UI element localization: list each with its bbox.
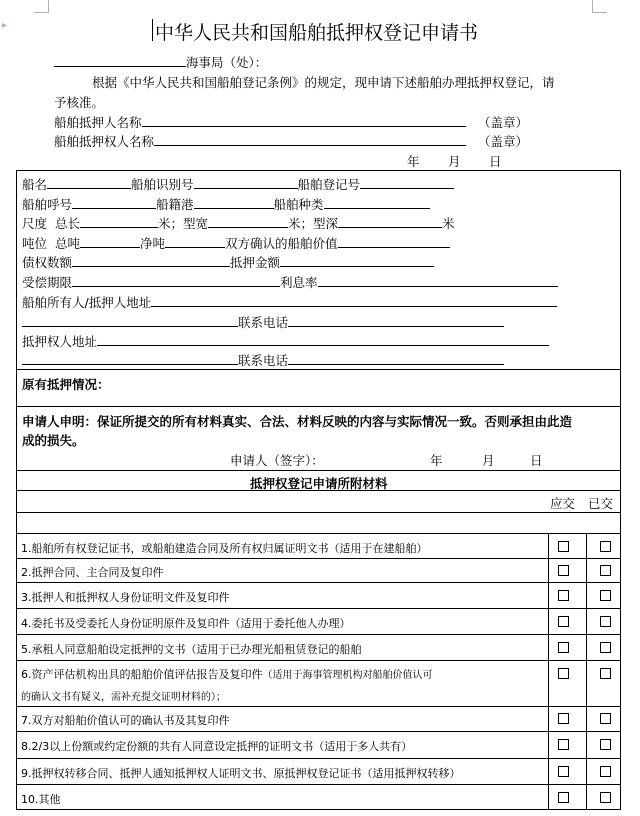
col-divider-done xyxy=(586,533,587,810)
ship-row-period[interactable]: 受偿期限 利息率 xyxy=(22,273,558,291)
left-edge-arrow-icon: ▸ xyxy=(2,20,8,31)
mortgagee-address-row[interactable]: 抵押权人地址 xyxy=(22,332,549,350)
should-submit-checkbox-7[interactable] xyxy=(558,713,569,724)
owner-address-blank[interactable] xyxy=(151,294,557,307)
should-submit-checkbox-10[interactable] xyxy=(558,792,569,803)
mortgagee-seal: （盖章） xyxy=(478,134,529,149)
material-item-3: 3.抵押人和抵押权人身份证明文件及复印件 xyxy=(21,591,230,604)
should-submit-checkbox-9[interactable] xyxy=(558,766,569,777)
existing-mortgage-label[interactable]: 原有抵押情况： xyxy=(22,377,110,392)
row-divider-7 xyxy=(16,731,621,732)
intro-year: 年 xyxy=(407,154,420,169)
debt-blank[interactable] xyxy=(72,254,230,267)
should-submit-checkbox-8[interactable] xyxy=(558,739,569,750)
call-sign-blank[interactable] xyxy=(72,196,156,209)
divider-blank-row-2 xyxy=(16,533,621,534)
ship-reg-blank[interactable] xyxy=(360,176,454,189)
row-divider-3 xyxy=(16,608,621,609)
ship-row-tonnage[interactable]: 吨位 总吨 净吨 双方确认的船舶价值 xyxy=(22,234,450,252)
breadth-blank[interactable] xyxy=(208,215,288,228)
row-divider-5 xyxy=(16,660,621,661)
material-item-6: 6.资产评估机构出具的船舶价值评估报告及复印件（适用于海事管理机构对船舶价值认可 xyxy=(21,668,433,681)
submitted-checkbox-1[interactable] xyxy=(600,541,611,552)
should-submit-checkbox-6[interactable] xyxy=(558,668,569,679)
mortgagor-seal: （盖章） xyxy=(478,115,529,130)
row-divider-6 xyxy=(16,706,621,707)
should-submit-checkbox-5[interactable] xyxy=(558,642,569,653)
material-item-2: 2.抵押合同、主合同及复印件 xyxy=(21,566,164,579)
submitted-checkbox-8[interactable] xyxy=(600,739,611,750)
owner-address-blank-2[interactable] xyxy=(22,314,238,327)
material-item-9: 9.抵押权转移合同、抵押人通知抵押权人证明文书、原抵押权登记证书（适用抵押权转移） xyxy=(21,767,461,780)
col-header-done: 已交 xyxy=(588,496,614,511)
row-divider-2 xyxy=(16,582,621,583)
material-item-10: 10.其他 xyxy=(21,793,61,806)
declaration-day: 日 xyxy=(530,453,543,468)
ship-row-2[interactable]: 船舶呼号 船籍港 船舶种类 xyxy=(22,195,430,213)
submitted-checkbox-10[interactable] xyxy=(600,792,611,803)
mortgagor-name-row[interactable]: 船舶抵押人名称 xyxy=(54,113,466,131)
submitted-checkbox-5[interactable] xyxy=(600,642,611,653)
mortgagee-name-row[interactable]: 船舶抵押权人名称 xyxy=(54,132,466,150)
should-submit-checkbox-2[interactable] xyxy=(558,565,569,576)
mortgagee-phone-row[interactable]: 联系电话 xyxy=(22,351,504,369)
declaration-year: 年 xyxy=(430,453,443,468)
divider-declaration xyxy=(16,406,621,407)
ship-value-blank[interactable] xyxy=(338,235,450,248)
divider-existing xyxy=(16,369,621,370)
credit-period-blank[interactable] xyxy=(72,274,280,287)
material-item-8: 8.2/3以上份额或约定份额的共有人同意设定抵押的证明文书（适用于多人共有） xyxy=(21,740,413,753)
length-blank[interactable] xyxy=(80,215,158,228)
material-item-1: 1.船舶所有权登记证书，或船舶建造合同及所有权归属证明文书（适用于在建船舶） xyxy=(21,542,428,555)
material-item-4: 4.委托书及受委托人身份证明原件及复印件（适用于委托他人办理） xyxy=(21,617,351,630)
mortgagee-address-blank[interactable] xyxy=(97,333,549,346)
ship-id-blank[interactable] xyxy=(194,176,298,189)
mortgage-amount-blank[interactable] xyxy=(280,254,434,267)
row-divider-4 xyxy=(16,634,621,635)
gross-tonnage-blank[interactable] xyxy=(80,235,140,248)
mortgagee-address-blank-2[interactable] xyxy=(22,352,238,365)
submitted-checkbox-6[interactable] xyxy=(600,668,611,679)
submitted-checkbox-7[interactable] xyxy=(600,713,611,724)
owner-phone-blank[interactable] xyxy=(288,314,504,327)
margin-mark-top-left xyxy=(34,0,49,13)
bureau-line[interactable]: 海事局（处）： xyxy=(54,53,267,71)
depth-blank[interactable] xyxy=(338,215,442,228)
intro-day: 日 xyxy=(489,154,502,169)
margin-mark-top-right xyxy=(592,0,607,13)
owner-phone-row[interactable]: 联系电话 xyxy=(22,313,504,331)
submitted-checkbox-9[interactable] xyxy=(600,766,611,777)
submitted-checkbox-3[interactable] xyxy=(600,590,611,601)
ship-name-blank[interactable] xyxy=(47,176,131,189)
owner-address-row[interactable]: 船舶所有人/抵押人地址 xyxy=(22,293,557,311)
mortgagee-name-blank[interactable] xyxy=(154,133,466,146)
ship-type-blank[interactable] xyxy=(324,196,430,209)
material-item-7: 7.双方对船舶价值认可的确认书及其复印件 xyxy=(21,714,230,727)
declaration-month: 月 xyxy=(482,453,495,468)
should-submit-checkbox-3[interactable] xyxy=(558,590,569,601)
declaration-line-2: 成的损失。 xyxy=(22,433,85,448)
interest-blank[interactable] xyxy=(318,274,558,287)
row-divider-1 xyxy=(16,558,621,559)
intro-line-1[interactable]: 根据《中华人民共和国船舶登记条例》的规定，现申请下述船舶办理抵押权登记，请 xyxy=(92,75,555,90)
should-submit-checkbox-1[interactable] xyxy=(558,541,569,552)
applicant-signature[interactable]: 申请人（签字）： xyxy=(230,453,324,468)
row-divider-9 xyxy=(16,784,621,785)
material-item-6-note: 的确认文书有疑义，需补充提交证明材料的）； xyxy=(21,692,226,703)
material-item-5: 5.承租人同意船舶设定抵押的文书（适用于已办理光船租赁登记的船舶 xyxy=(21,643,362,656)
divider-blank-row xyxy=(16,512,621,513)
divider-materials-header xyxy=(16,470,621,471)
text-cursor xyxy=(152,19,153,41)
mortgagor-name-blank[interactable] xyxy=(142,114,466,127)
col-header-should: 应交 xyxy=(550,496,576,511)
page-title[interactable]: 中华人民共和国船舶抵押权登记申请书 xyxy=(155,22,479,44)
bureau-blank[interactable] xyxy=(54,54,186,67)
row-divider-8 xyxy=(16,758,621,759)
should-submit-checkbox-4[interactable] xyxy=(558,616,569,627)
mortgagee-phone-blank[interactable] xyxy=(288,352,504,365)
net-tonnage-blank[interactable] xyxy=(165,235,225,248)
ship-row-1[interactable]: 船名 船舶识别号 船舶登记号 xyxy=(22,175,454,193)
ship-row-size[interactable]: 尺度 总长 米；型宽 米；型深 米 xyxy=(22,216,455,231)
intro-line-2[interactable]: 予核准。 xyxy=(54,95,105,110)
port-blank[interactable] xyxy=(194,196,274,209)
materials-header: 抵押权登记申请所附材料 xyxy=(250,476,388,491)
col-divider-should xyxy=(548,533,549,810)
ship-row-debt[interactable]: 债权数额 抵押金额 xyxy=(22,253,434,271)
submitted-checkbox-4[interactable] xyxy=(600,616,611,627)
submitted-checkbox-2[interactable] xyxy=(600,565,611,576)
intro-month: 月 xyxy=(448,154,461,169)
declaration-line-1: 申请人申明：保证所提交的所有材料真实、合法、材料反映的内容与实际情况一致。否则承担由此造 xyxy=(22,414,573,429)
